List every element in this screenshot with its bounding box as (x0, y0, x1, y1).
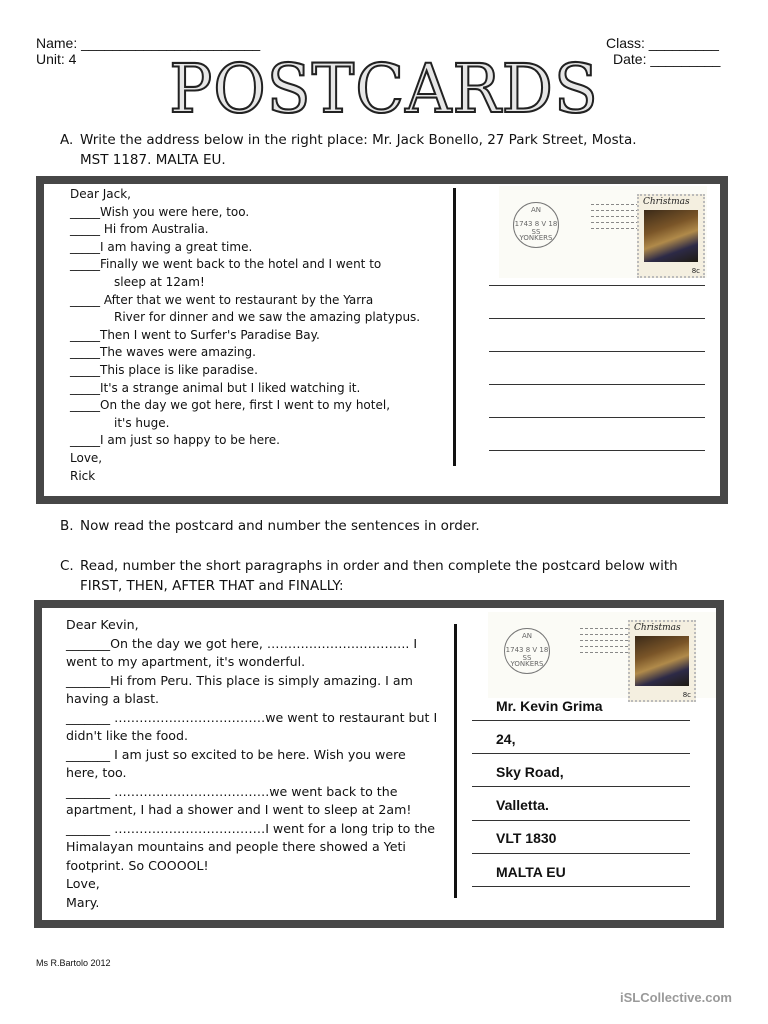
postmark-top-text: AN (530, 206, 542, 214)
postmark-icon (504, 628, 550, 674)
christmas-stamp-icon (637, 194, 705, 278)
postcard-1-stamp-area (499, 186, 707, 278)
postcard-1-divider (453, 188, 456, 466)
postcard-1-line: _____It's a strange animal but I liked watching it. (70, 380, 361, 395)
address-line-3 (472, 786, 690, 787)
postcard-1-paper (44, 184, 720, 496)
postmark-icon (513, 202, 559, 248)
postcard-2-line: here, too. (66, 765, 127, 780)
postcard-2-line: Himalayan mountains and people there showed a Yeti (66, 839, 406, 854)
address-postcode: VLT 1830 (496, 830, 557, 846)
postcard-2-line: _______ ………………………………we went to restaurant but I (66, 709, 438, 725)
postcard-1-line: Rick (70, 468, 96, 483)
postcard-2-line: footprint. So COOOOL! (66, 857, 209, 873)
postcard-1-line: _____I am having a great time. (70, 239, 253, 254)
address-line-5[interactable] (489, 417, 705, 418)
postcard-2 (34, 600, 724, 928)
christmas-stamp-icon (628, 620, 696, 702)
address-line-3[interactable] (489, 351, 705, 352)
instruction-a-line2: MST 1187. MALTA EU. (80, 152, 226, 168)
postcard-1-line: Dear Jack, (70, 187, 131, 201)
postcard-1-line: River for dinner and we saw the amazing platypus. (114, 310, 421, 325)
stamp-value: 8c (682, 691, 691, 699)
postcard-2-line: didn't like the food. (66, 728, 188, 743)
address-line-1 (472, 720, 690, 721)
instruction-c-line1: Read, number the short paragraphs in order and then complete the postcard below with (80, 558, 678, 574)
postcard-2-line: _______Hi from Peru. This place is simply amazing. I am (66, 672, 413, 688)
stamp-word: Christmas (643, 197, 690, 207)
postcard-2-line: _______ ………………………………I went for a long trip to the (66, 820, 436, 836)
instruction-b-label: B. (60, 518, 74, 534)
address-line-6[interactable] (489, 450, 705, 451)
name-field-label: Name: _______________________ (36, 35, 261, 51)
postmark-date-text: 1743 8 V 18 SS (505, 646, 549, 662)
address-city: Valletta. (496, 797, 549, 813)
instruction-a-label: A. (60, 132, 74, 148)
page-title: POSTCARDS (169, 51, 599, 129)
address-number: 24, (496, 731, 516, 747)
instruction-b-text: Now read the postcard and number the sentences in order. (80, 518, 480, 534)
address-country: MALTA EU (496, 864, 566, 880)
postmark-date-text: 1743 8 V 18 SS (514, 220, 558, 236)
postcard-2-line: went to my apartment, it's wonderful. (66, 654, 306, 669)
watermark: iSLCollective.com (620, 990, 732, 1005)
postcard-1-line: sleep at 12am! (114, 274, 205, 289)
address-line-1[interactable] (489, 285, 705, 286)
instruction-c-label: C. (60, 558, 74, 574)
postcard-1-line: _____Wish you were here, too. (70, 204, 250, 219)
stamp-value: 8c (691, 267, 700, 275)
postcard-2-line: Mary. (66, 894, 100, 910)
postcard-2-paper (42, 608, 716, 920)
postcard-2-stamp-area (488, 612, 716, 698)
postmark-top-text: AN (521, 632, 533, 640)
postcard-1-line: _____Finally we went back to the hotel and I went to (70, 257, 382, 272)
instruction-a-line1: Write the address below in the right place: Mr. Jack Bonello, 27 Park Street, Mosta. (80, 132, 637, 148)
cancellation-lines-icon (591, 204, 639, 234)
postcard-2-line: apartment, I had a shower and I went to sleep at 2am! (66, 802, 412, 817)
postmark-city-text: YONKERS (510, 660, 544, 668)
postcard-2-text (66, 616, 437, 912)
address-line-2[interactable] (489, 318, 705, 319)
author-credit: Ms R.Bartolo 2012 (36, 958, 111, 968)
postcard-2-line: having a blast. (66, 691, 160, 706)
class-field-label: Class: _________ (606, 35, 719, 51)
postcard-2-divider (454, 624, 457, 898)
unit-label: Unit: 4 (36, 51, 77, 67)
postcard-1-line: _____The waves were amazing. (70, 345, 256, 360)
instruction-c (60, 556, 750, 596)
address-street: Sky Road, (496, 764, 564, 780)
postcard-1 (36, 176, 728, 504)
postcard-1-line: _____ After that we went to restaurant by the Yarra (70, 292, 374, 307)
postmark-city-text: YONKERS (519, 234, 553, 242)
postcard-1-line: _____On the day we got here, first I went to my hotel, (70, 398, 391, 413)
instruction-c-line2: FIRST, THEN, AFTER THAT and FINALLY: (80, 578, 344, 594)
postcard-2-line: _______ ……………………………….we went back to the (66, 783, 398, 799)
postcard-1-line: Love, (70, 450, 103, 465)
address-line-5 (472, 853, 690, 854)
instruction-a (60, 130, 740, 170)
postcard-1-line: _____Then I went to Surfer's Paradise Bay. (70, 327, 320, 342)
address-line-2 (472, 753, 690, 754)
postcard-1-text (70, 186, 420, 485)
postcard-1-line: _____This place is like paradise. (70, 362, 258, 377)
postcard-1-line: _____I am just so happy to be here. (70, 433, 280, 448)
address-line-6 (472, 886, 690, 887)
stamp-word: Christmas (634, 623, 681, 633)
cancellation-lines-icon (580, 628, 628, 658)
address-line-4 (472, 820, 690, 821)
instruction-b (60, 516, 740, 536)
date-field-label: Date: _________ (613, 51, 721, 67)
postcard-1-line: _____ Hi from Australia. (70, 222, 209, 237)
postcard-1-line: it's huge. (114, 415, 170, 430)
address-line-4[interactable] (489, 384, 705, 385)
address-name: Mr. Kevin Grima (496, 698, 603, 714)
postcard-2-line: Love, (66, 876, 100, 891)
postcard-2-line: Dear Kevin, (66, 617, 139, 632)
postcard-2-line: _______On the day we got here, ……………………………. I (66, 635, 418, 651)
postcard-2-line: _______ I am just so excited to be here. Wish you were (66, 746, 406, 762)
